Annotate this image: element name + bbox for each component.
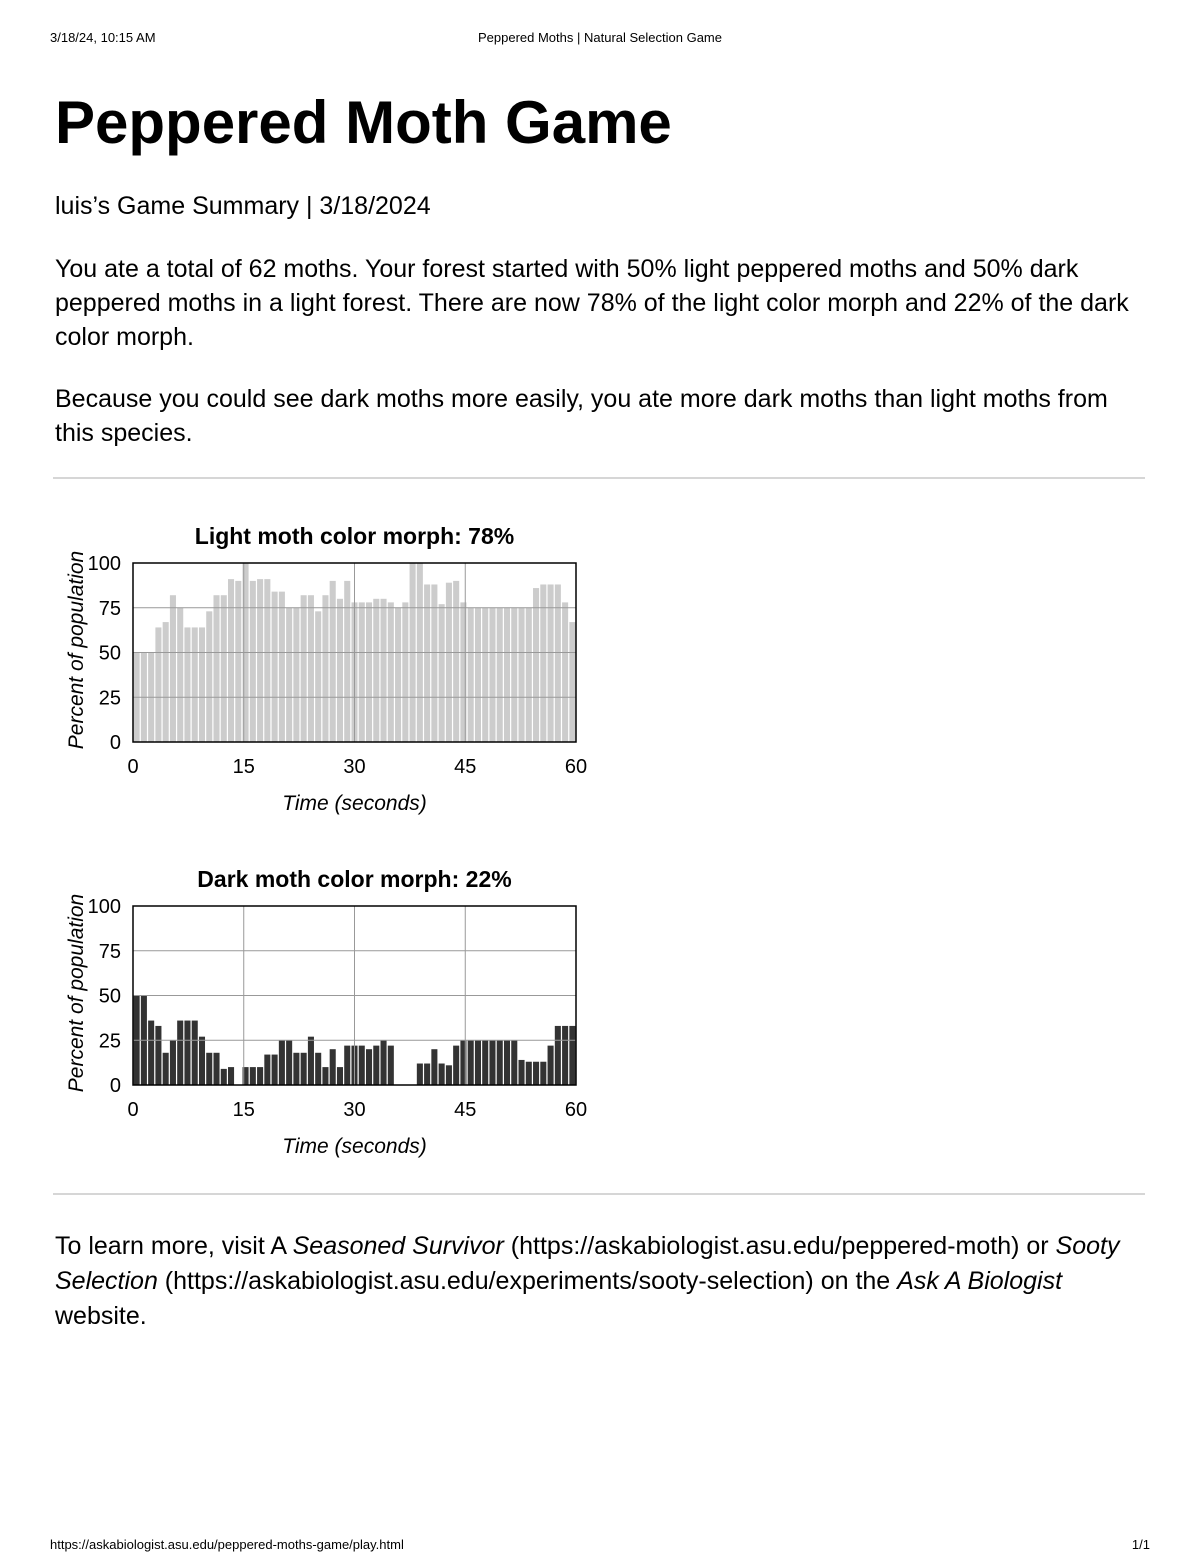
bar — [395, 608, 401, 742]
y-axis-label: Percent of population — [65, 893, 88, 1093]
sooty-selection-link[interactable]: Sooty Selection — [55, 1232, 1120, 1295]
bar — [439, 604, 445, 742]
bar — [330, 581, 336, 742]
print-page-title: Peppered Moths | Natural Selection Game — [477, 30, 722, 45]
y-tick-label: 0 — [109, 732, 121, 754]
x-axis-label: Time (seconds) — [282, 1135, 427, 1158]
bar — [569, 622, 575, 742]
bar — [533, 1062, 539, 1085]
bar — [213, 595, 219, 742]
bar — [511, 1040, 517, 1085]
x-tick-label: 60 — [564, 756, 588, 778]
chart-title: Light moth color morph: 78% — [194, 523, 515, 549]
bar — [228, 579, 234, 742]
bar — [366, 602, 372, 742]
bar — [555, 1026, 561, 1085]
bar — [504, 1040, 510, 1085]
bar — [148, 1021, 154, 1085]
bar — [337, 1067, 343, 1085]
bar — [272, 592, 278, 742]
bar — [330, 1049, 336, 1085]
bar — [155, 627, 161, 742]
bar — [308, 1037, 314, 1085]
y-tick-label: 75 — [98, 597, 121, 620]
chart-title: Dark moth color morph: 22% — [197, 866, 512, 892]
page-title: Peppered Moth Game — [55, 89, 672, 156]
bar — [163, 1053, 169, 1085]
x-tick-label: 60 — [564, 1099, 588, 1121]
x-tick-label: 45 — [454, 1099, 477, 1121]
bar — [264, 1055, 270, 1085]
print-datetime: 3/18/24, 10:15 AM — [50, 30, 156, 45]
summary-paragraph: You ate a total of 62 moths. Your forest started with 50% light peppered moths and 50% dark peppered moths in a light forest. There are now 78% of the light color morph and 22% of the dark color morph. — [55, 255, 1129, 351]
y-tick-label: 100 — [87, 896, 121, 918]
bar — [511, 608, 517, 742]
sooty-selection-url[interactable]: (https://askabiologist.asu.edu/experiments/sooty-selection) — [157, 1267, 814, 1295]
bar — [562, 602, 568, 742]
learn-more-tail: website. — [55, 1302, 147, 1330]
bar — [468, 608, 474, 742]
bar — [206, 1053, 212, 1085]
divider-bottom — [53, 1193, 1145, 1195]
y-tick-label: 25 — [98, 1030, 121, 1053]
x-tick-label: 30 — [343, 1099, 366, 1121]
bar — [322, 595, 328, 742]
learn-more-or: or — [1019, 1232, 1056, 1260]
bar — [177, 608, 183, 742]
bar — [497, 608, 503, 742]
bar — [163, 622, 169, 742]
print-page-number: 1/1 — [1131, 1537, 1150, 1552]
bar — [562, 1026, 568, 1085]
bar — [417, 1064, 423, 1085]
bar — [337, 599, 343, 742]
bar — [475, 1040, 481, 1085]
bar — [221, 595, 227, 742]
bar — [431, 1049, 437, 1085]
bar — [155, 1026, 161, 1085]
bar — [228, 1067, 234, 1085]
site-name: Ask A Biologist — [897, 1267, 1063, 1295]
bar — [453, 581, 459, 742]
bar — [475, 608, 481, 742]
bar — [192, 1021, 198, 1085]
bar — [301, 595, 307, 742]
bar — [344, 581, 350, 742]
bar — [250, 1067, 256, 1085]
bar — [504, 608, 510, 742]
bar — [548, 1046, 554, 1085]
x-tick-label: 45 — [454, 756, 477, 778]
bar — [388, 1046, 394, 1085]
learn-more-paragraph — [55, 1229, 1150, 1334]
bar — [439, 1064, 445, 1085]
bar — [482, 1040, 488, 1085]
y-axis-label: Percent of population — [65, 550, 88, 750]
bar — [569, 1026, 575, 1085]
bar — [453, 1046, 459, 1085]
y-tick-label: 50 — [98, 642, 121, 665]
x-tick-label: 15 — [232, 756, 255, 778]
bar — [250, 581, 256, 742]
bar — [184, 627, 190, 742]
x-tick-label: 0 — [127, 1099, 139, 1121]
bar — [184, 1021, 190, 1085]
bar — [264, 579, 270, 742]
y-tick-label: 100 — [87, 553, 121, 575]
bar — [192, 627, 198, 742]
seasoned-survivor-link[interactable]: Seasoned Survivor — [292, 1232, 504, 1260]
dark-morph-chart — [55, 848, 615, 1168]
bar — [446, 1065, 452, 1085]
bar — [540, 1062, 546, 1085]
bar — [526, 1062, 532, 1085]
bar — [388, 602, 394, 742]
game-summary-line: luis’s Game Summary | 3/18/2024 — [55, 192, 431, 220]
bar — [308, 595, 314, 742]
bar — [373, 1046, 379, 1085]
print-url: https://askabiologist.asu.edu/peppered-moths-game/play.html — [50, 1537, 404, 1552]
bar — [489, 608, 495, 742]
bar — [170, 1040, 176, 1085]
bar — [272, 1055, 278, 1085]
y-tick-label: 50 — [98, 985, 121, 1008]
bar — [279, 592, 285, 742]
bar — [221, 1069, 227, 1085]
bar — [344, 1046, 350, 1085]
bar — [199, 1037, 205, 1085]
bar — [381, 599, 387, 742]
seasoned-survivor-url[interactable]: (https://askabiologist.asu.edu/peppered-moth) — [503, 1232, 1020, 1260]
bar — [177, 1021, 183, 1085]
y-tick-label: 25 — [98, 687, 121, 710]
bar — [533, 588, 539, 742]
divider-top — [53, 477, 1145, 479]
bar — [213, 1053, 219, 1085]
bar — [482, 608, 488, 742]
bar — [359, 1046, 365, 1085]
bar — [315, 611, 321, 742]
bar — [468, 1040, 474, 1085]
y-tick-label: 75 — [98, 940, 121, 963]
bar — [257, 579, 263, 742]
bar — [293, 1053, 299, 1085]
bar — [366, 1049, 372, 1085]
bar — [257, 1067, 263, 1085]
bar — [206, 611, 212, 742]
bar — [446, 583, 452, 742]
x-axis-label: Time (seconds) — [282, 792, 427, 815]
bar — [381, 1040, 387, 1085]
x-tick-label: 30 — [343, 756, 366, 778]
bar — [170, 595, 176, 742]
bar — [286, 608, 292, 742]
bar — [519, 608, 525, 742]
bar — [235, 581, 241, 742]
bar — [402, 602, 408, 742]
explanation-paragraph: Because you could see dark moths more easily, you ate more dark moths than light moths from this species. — [55, 385, 1108, 447]
x-tick-label: 15 — [232, 1099, 255, 1121]
bar — [373, 599, 379, 742]
light-morph-chart — [55, 505, 615, 825]
bar — [279, 1040, 285, 1085]
bar — [424, 1064, 430, 1085]
bar — [286, 1040, 292, 1085]
bar — [519, 1060, 525, 1085]
bar — [315, 1053, 321, 1085]
x-tick-label: 0 — [127, 756, 139, 778]
bar — [489, 1040, 495, 1085]
learn-more-on-the: on the — [813, 1267, 898, 1295]
learn-more-lead: To learn more, visit A — [55, 1232, 293, 1260]
bar — [293, 608, 299, 742]
bar — [322, 1067, 328, 1085]
bar — [301, 1053, 307, 1085]
y-tick-label: 0 — [109, 1075, 121, 1097]
bar — [497, 1040, 503, 1085]
bar — [359, 602, 365, 742]
bar — [526, 608, 532, 742]
bar — [199, 627, 205, 742]
